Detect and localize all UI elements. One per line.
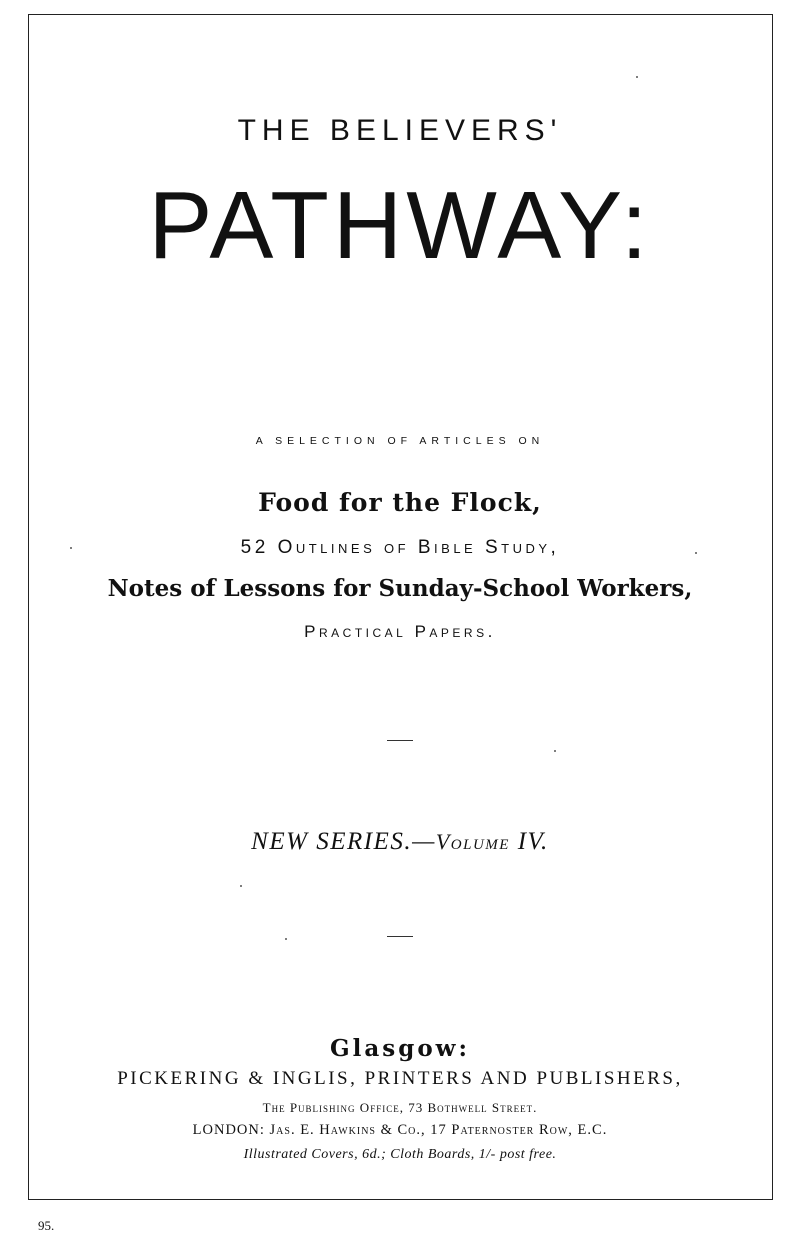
scan-speck [240,885,242,887]
imprint-publisher: PICKERING & INGLIS, PRINTERS AND PUBLISHERS, [117,1068,683,1089]
volume-number: IV. [517,828,549,855]
item-bible-outlines: 52 Outlines of Bible Study, [240,537,560,558]
item-lesson-notes: Notes of Lessons for Sunday-School Workers, [107,575,693,602]
page-number: 95. [38,1218,55,1233]
scan-speck [636,76,638,78]
volume-label: Volume [435,829,510,854]
item-practical-papers: Practical Papers. [304,622,496,641]
subtitle-selection: A SELECTION OF ARTICLES ON [255,435,545,447]
title-believers: THE BELIEVERS' [237,114,563,147]
imprint-city: Glasgow: [330,1035,470,1062]
scan-speck [285,938,287,940]
title-pathway: PATHWAY: [148,172,652,279]
divider-dash [387,740,413,741]
scan-speck [554,750,556,752]
imprint-prices: Illustrated Covers, 6d.; Cloth Boards, 1/- post free. [243,1147,557,1162]
item-food-for-the-flock: Food for the Flock, [258,488,542,517]
imprint-office: The Publishing Office, 73 Bothwell Street. [262,1100,538,1115]
series-label: NEW SERIES. [251,828,413,855]
scan-speck [70,547,72,549]
series-volume [0,828,800,856]
scan-speck [695,552,697,554]
series-separator: — [412,828,436,855]
imprint-london: LONDON: Jas. E. Hawkins & Co., 17 Paternoster Row, E.C. [192,1122,608,1138]
divider-dash [387,936,413,937]
